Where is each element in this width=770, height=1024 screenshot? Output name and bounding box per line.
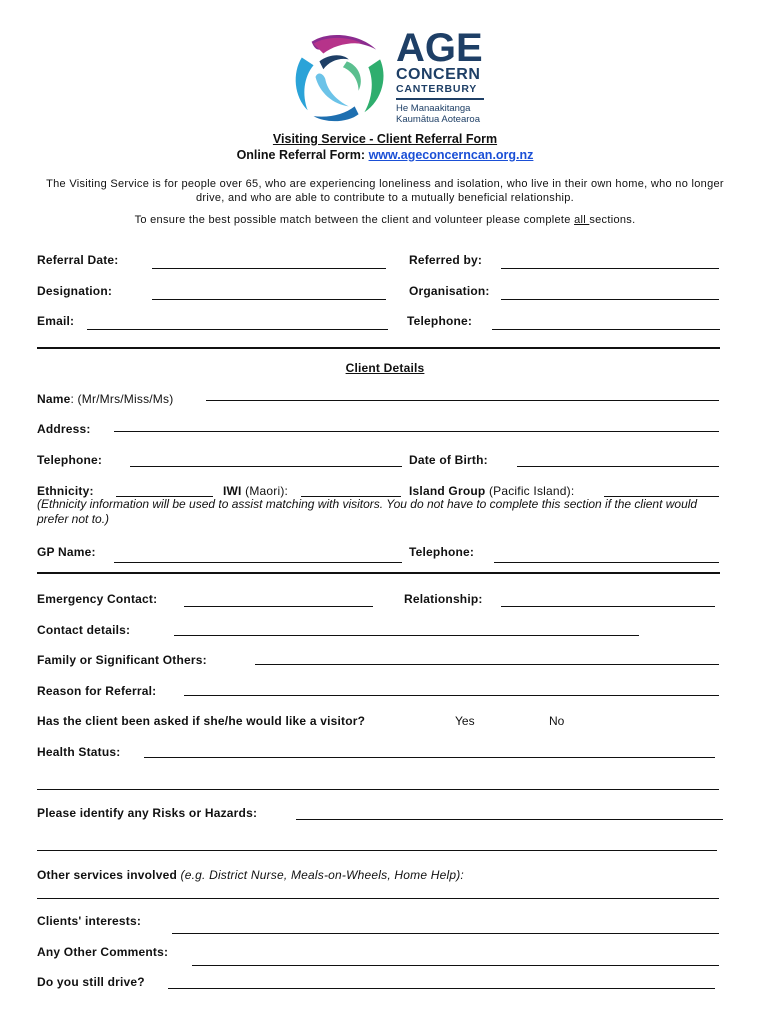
match-all-underlined: all: [574, 214, 590, 226]
interests-label: Clients' interests:: [37, 914, 142, 928]
interests-field[interactable]: [172, 933, 719, 934]
match-prefix: To ensure the best possible match between the client and volunteer please complete: [134, 214, 575, 226]
family-field[interactable]: [255, 664, 719, 665]
reason-field[interactable]: [184, 695, 719, 696]
referrer-telephone-field[interactable]: [492, 329, 720, 330]
name-title-hint: : (Mr/Mrs/Miss/Ms): [70, 392, 174, 406]
contact-details-field[interactable]: [174, 635, 639, 636]
other-services-hint: (e.g. District Nurse, Meals-on-Wheels, Home Help):: [177, 868, 464, 882]
visitor-yes-option[interactable]: Yes: [455, 714, 475, 728]
subtitle-prefix: Online Referral Form:: [236, 148, 369, 162]
referrer-telephone-label: Telephone:: [407, 314, 473, 328]
emergency-contact-field[interactable]: [184, 606, 373, 607]
email-field[interactable]: [87, 329, 388, 330]
health-status-field-2[interactable]: [37, 789, 719, 790]
form-subtitle: [0, 148, 770, 162]
drive-field[interactable]: [168, 988, 715, 989]
relationship-field[interactable]: [501, 606, 715, 607]
designation-field[interactable]: [152, 299, 386, 300]
ethnicity-label: Ethnicity:: [37, 484, 94, 498]
logo-maori-line-1: He Manaakitanga: [396, 103, 471, 114]
age-concern-swirl-icon: [290, 32, 388, 124]
other-services-field[interactable]: [37, 898, 719, 899]
gp-name-field[interactable]: [114, 562, 402, 563]
email-label: Email:: [37, 314, 75, 328]
organisation-label: Organisation:: [409, 284, 490, 298]
comments-field[interactable]: [192, 965, 719, 966]
risks-label: Please identify any Risks or Hazards:: [37, 806, 258, 820]
client-telephone-field[interactable]: [130, 466, 402, 467]
match-suffix: sections.: [589, 214, 636, 226]
date-of-birth-field[interactable]: [517, 466, 719, 467]
island-group-hint: (Pacific Island):: [485, 484, 575, 498]
logo-age-text: AGE: [396, 26, 483, 70]
logo-divider: [396, 98, 484, 100]
gp-telephone-field[interactable]: [494, 562, 719, 563]
designation-label: Designation:: [37, 284, 113, 298]
iwi-hint: (Maori):: [241, 484, 289, 498]
family-label: Family or Significant Others:: [37, 653, 207, 667]
client-name-label: [37, 392, 173, 406]
referred-by-label: Referred by:: [409, 253, 483, 267]
ethnicity-note: (Ethnicity information will be used to assist matching with visitors. You do not have to complete this section if the client would prefer not to.): [37, 497, 698, 526]
complete-all-instruction: [0, 214, 770, 226]
emergency-contact-label: Emergency Contact:: [37, 592, 158, 606]
section-divider-1: [37, 347, 720, 349]
comments-label: Any Other Comments:: [37, 945, 169, 959]
reason-label: Reason for Referral:: [37, 684, 157, 698]
website-link[interactable]: www.ageconcerncan.org.nz: [368, 148, 534, 162]
health-status-field[interactable]: [144, 757, 715, 758]
island-group-text: Island Group: [409, 484, 486, 498]
other-services-text: Other services involved: [37, 868, 177, 882]
name-label-text: Name: [37, 392, 71, 406]
gp-telephone-label: Telephone:: [409, 545, 475, 559]
section-divider-2: [37, 572, 720, 574]
referral-date-label: Referral Date:: [37, 253, 119, 267]
organisation-field[interactable]: [501, 299, 719, 300]
client-name-field[interactable]: [206, 400, 719, 401]
visitor-no-option[interactable]: No: [549, 714, 565, 728]
date-of-birth-label: Date of Birth:: [409, 453, 488, 467]
referred-by-field[interactable]: [501, 268, 719, 269]
other-services-label: [37, 868, 464, 882]
relationship-label: Relationship:: [404, 592, 483, 606]
age-concern-logo: [290, 26, 500, 125]
client-telephone-label: Telephone:: [37, 453, 103, 467]
address-label: Address:: [37, 422, 91, 436]
logo-wordmark: [396, 26, 484, 125]
intro-paragraph: The Visiting Service is for people over 65, who are experiencing loneliness and isolation, who live in their own home, who no longer drive, and who are able to contribute to a mutually beneficial relationship.: [46, 178, 724, 204]
logo-maori-line-2: Kaumātua Aotearoa: [396, 114, 480, 125]
referral-date-field[interactable]: [152, 268, 386, 269]
gp-name-label: GP Name:: [37, 545, 96, 559]
address-field[interactable]: [114, 431, 719, 432]
logo-concern-text: CONCERN: [396, 66, 481, 83]
iwi-label-text: IWI: [223, 484, 242, 498]
logo-canterbury-text: CANTERBURY: [396, 83, 478, 95]
client-details-heading: Client Details: [345, 361, 425, 375]
health-status-label: Health Status:: [37, 745, 121, 759]
iwi-label: [223, 484, 288, 498]
drive-question-label: Do you still drive?: [37, 975, 145, 989]
island-group-label: [409, 484, 574, 498]
risks-field[interactable]: [296, 819, 723, 820]
visitor-question-label: Has the client been asked if she/he would like a visitor?: [37, 714, 366, 728]
risks-field-2[interactable]: [37, 850, 717, 851]
contact-details-label: Contact details:: [37, 623, 131, 637]
form-title: Visiting Service - Client Referral Form: [272, 132, 498, 146]
